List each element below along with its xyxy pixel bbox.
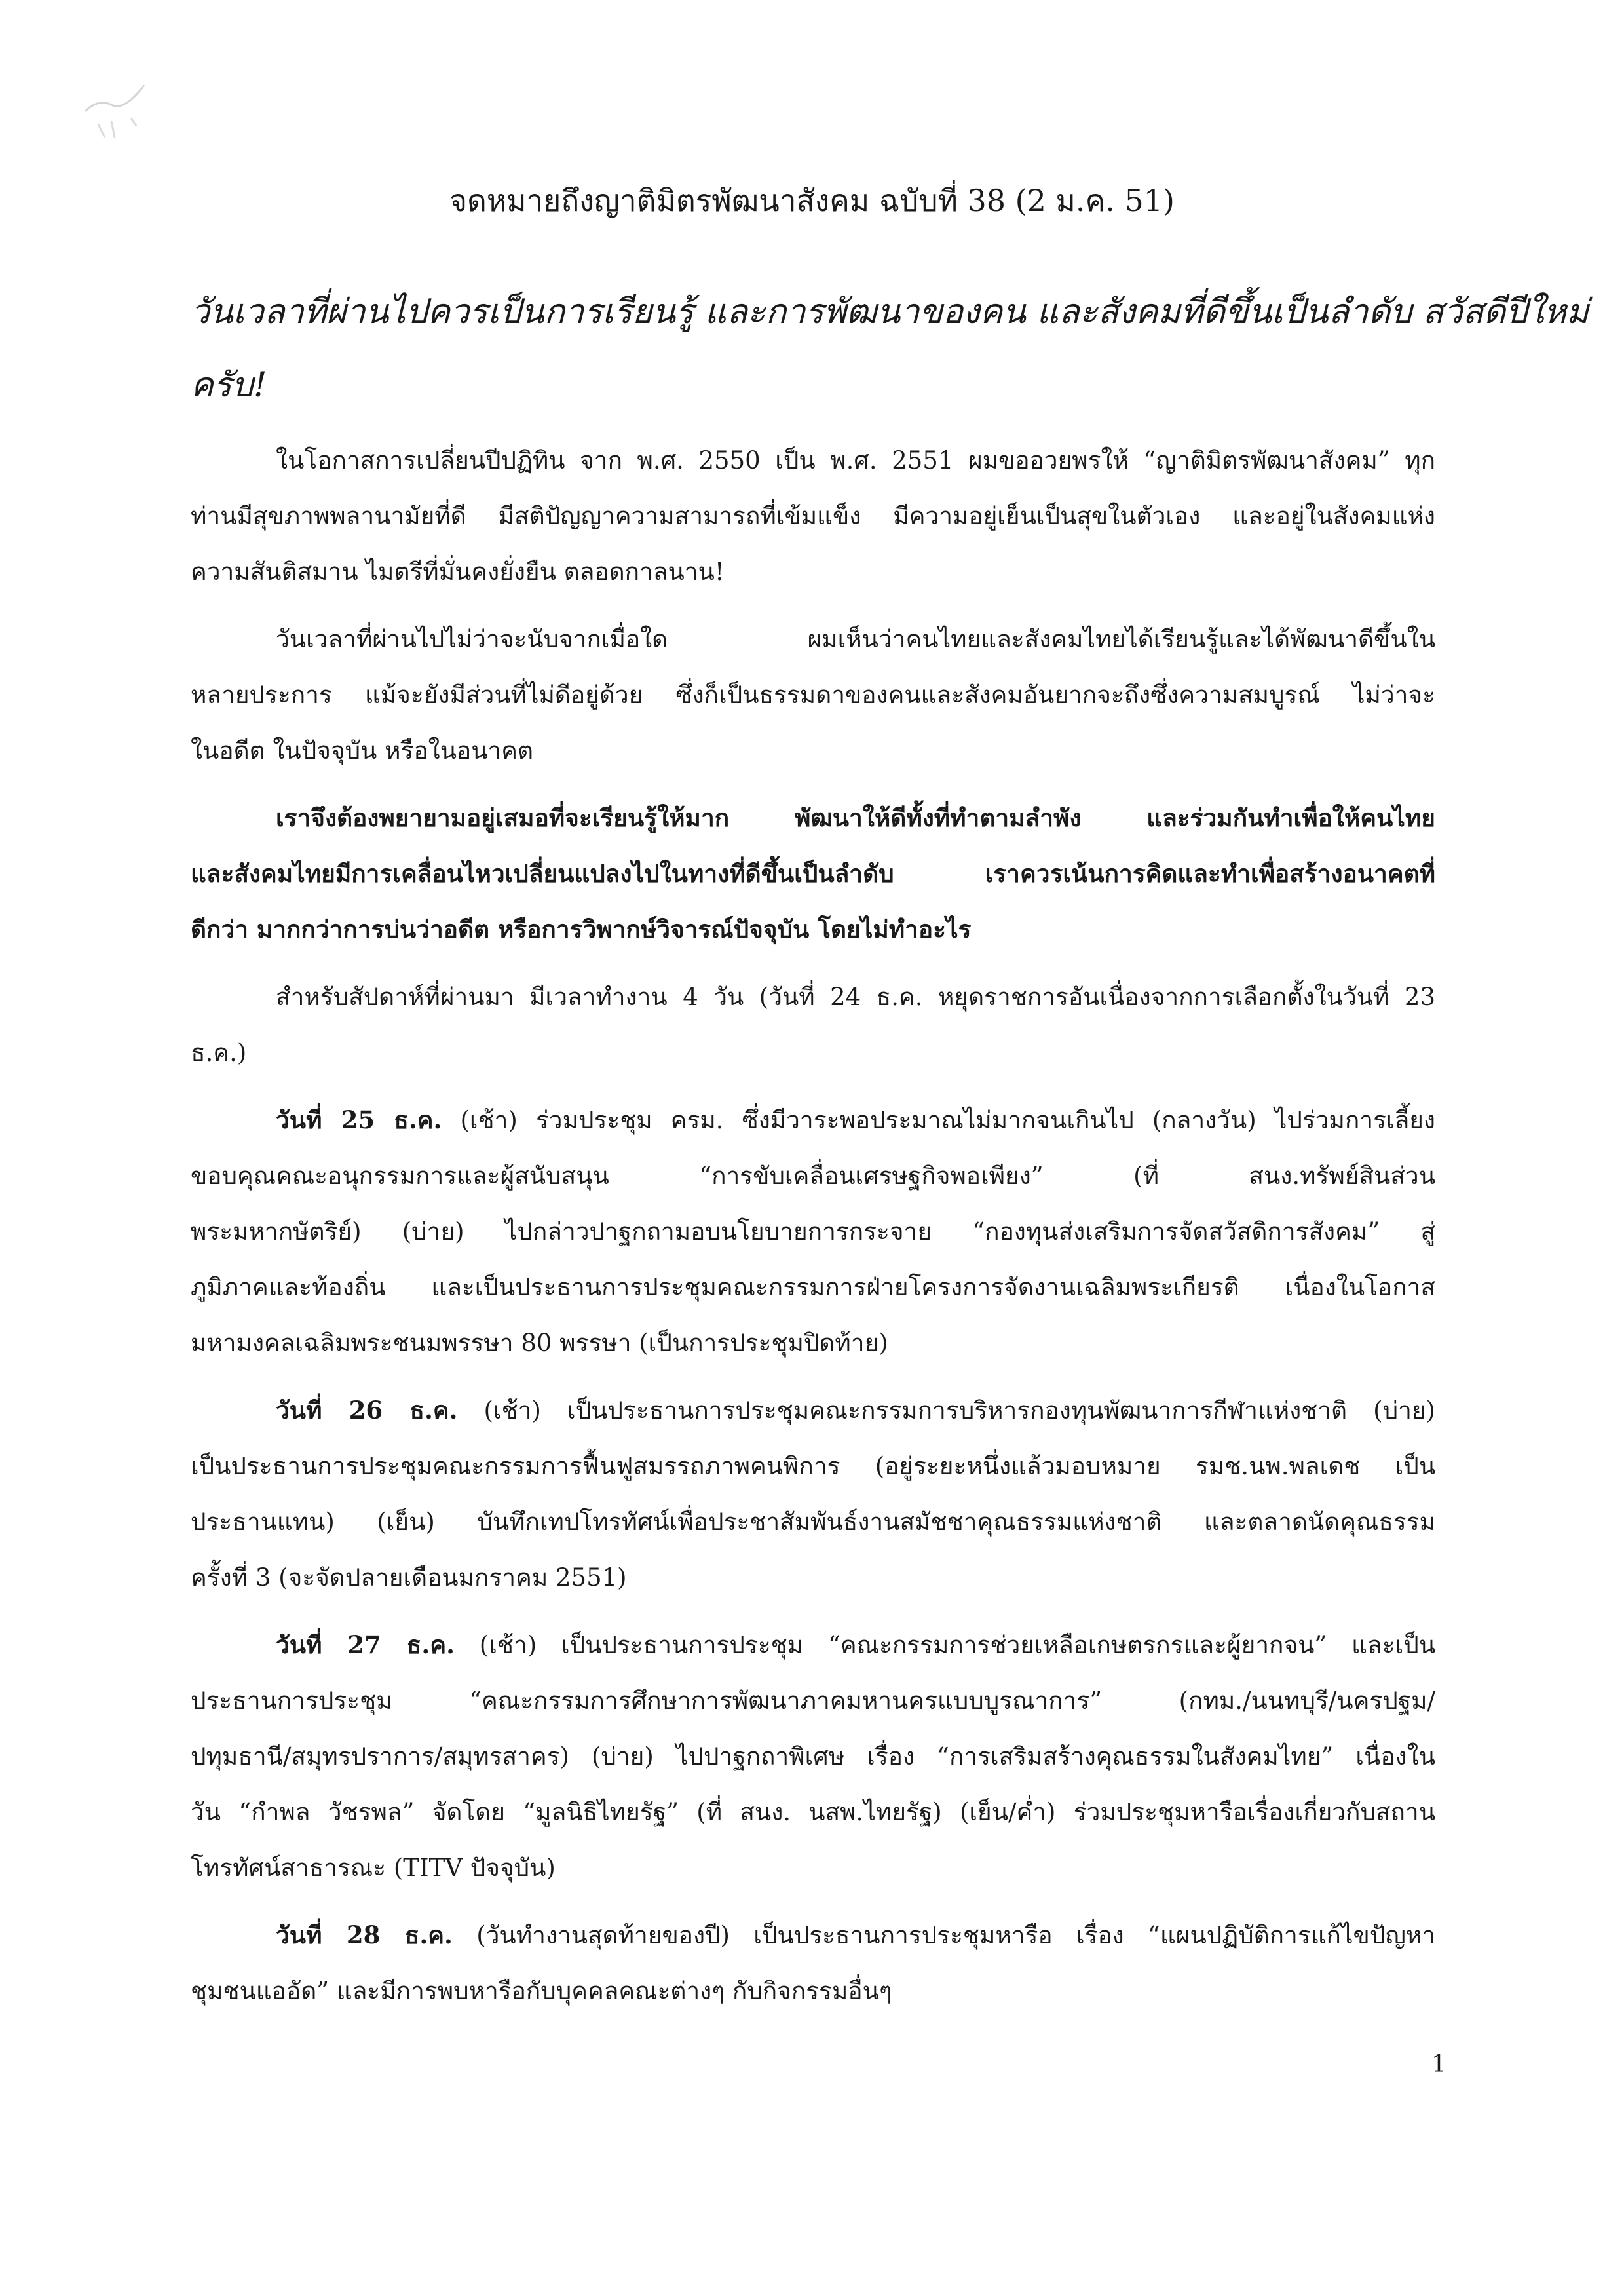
line-text: (เช้า) เป็นประธานการประชุม “คณะกรรมการช่วยเหลือเกษตรกรและผู้ยากจน” และเป็น — [454, 1631, 1435, 1659]
paragraph-line: และสังคมไทยมีการเคลื่อนไหวเปลี่ยนแปลงไปในทางที่ดีขึ้นเป็นลำดับ เราควรเน้นการคิดและทำเพื่อสร้างอนาคตที่ — [191, 859, 1435, 888]
logo-mark — [72, 72, 157, 144]
paragraph — [191, 1092, 1435, 1371]
paragraph-line: ประธานแทน) (เย็น) บันทึกเทปโทรทัศน์เพื่อประชาสัมพันธ์งานสมัชชาคุณธรรมแห่งชาติ และตลาดนัดคุณธรรม — [191, 1508, 1435, 1536]
paragraph-line: ในอดีต ในปัจจุบัน หรือในอนาคต — [191, 737, 534, 765]
paragraph-line: ความสันติสมาน ไมตรีที่มั่นคงยั่งยืน ตลอดกาลนาน! — [191, 558, 725, 586]
paragraph — [191, 969, 1435, 1081]
date-lead: วันที่ 25 ธ.ค. — [276, 1105, 442, 1134]
headline-line: ครับ! — [191, 366, 267, 405]
paragraph — [191, 1617, 1435, 1896]
headline-line: วันเวลาที่ผ่านไปควรเป็นการเรียนรู้ และการพัฒนาของคน และสังคมที่ดีขึ้นเป็นลำดับ สวัสดีปีใหม่ — [191, 292, 1589, 332]
letter-body — [191, 432, 1435, 2031]
paragraph-line — [191, 1092, 1435, 1148]
paragraph-line: เป็นประธานการประชุมคณะกรรมการฟื้นฟูสมรรถภาพคนพิการ (อยู่ระยะหนึ่งแล้วมอบหมาย รมช.นพ.พลเดช เป็น — [191, 1452, 1435, 1480]
headline — [191, 275, 1589, 422]
paragraph-line: วันเวลาที่ผ่านไปไม่ว่าจะนับจากเมื่อใด ผมเห็นว่าคนไทยและสังคมไทยได้เรียนรู้และได้พัฒนาดีขึ้นใน — [276, 625, 1435, 653]
paragraph — [191, 1907, 1435, 2019]
date-lead: วันที่ 27 ธ.ค. — [276, 1630, 455, 1659]
paragraph-line: ปทุมธานี/สมุทรปราการ/สมุทรสาคร) (บ่าย) ไปปาฐกถาพิเศษ เรื่อง “การเสริมสร้างคุณธรรมในสังคมไทย” เนื่องใน — [191, 1742, 1435, 1770]
paragraph-line — [191, 1617, 1435, 1673]
paragraph — [191, 432, 1435, 600]
paragraph-line: หลายประการ แม้จะยังมีส่วนที่ไม่ดีอยู่ด้วย ซึ่งก็เป็นธรรมดาของคนและสังคมอันยากจะถึงซึ่งความสมบูรณ์ ไม่ว่าจะ — [191, 681, 1435, 709]
paragraph-line: วัน “กำพล วัชรพล” จัดโดย “มูลนิธิไทยรัฐ” (ที่ สนง. นสพ.ไทยรัฐ) (เย็น/ค่ำ) ร่วมประชุมหารือเรื่องเกี่ยวกับสถาน — [191, 1798, 1435, 1826]
page-number: 1 — [1431, 2051, 1446, 2078]
paragraph-line: ขอบคุณคณะอนุกรรมการและผู้สนับสนุน “การขับเคลื่อนเศรษฐกิจพอเพียง” (ที่ สนง.ทรัพย์สินส่วน — [191, 1162, 1435, 1190]
paragraph-line: สำหรับสัปดาห์ที่ผ่านมา มีเวลาทำงาน 4 วัน (วันที่ 24 ธ.ค. หยุดราชการอันเนื่องจากการเลือกตั้งในวันที่ 23 — [276, 983, 1435, 1011]
date-lead: วันที่ 28 ธ.ค. — [276, 1921, 453, 1949]
paragraph-line: มหามงคลเฉลิมพระชนมพรรษา 80 พรรษา (เป็นการประชุมปิดท้าย) — [191, 1329, 888, 1357]
paragraph-line — [191, 1383, 1435, 1438]
paragraph — [191, 1383, 1435, 1605]
paragraph — [191, 611, 1435, 778]
paragraph-line: เราจึงต้องพยายามอยู่เสมอที่จะเรียนรู้ให้มาก พัฒนาให้ดีทั้งที่ทำตามลำพัง และร่วมกันทำเพื่อให้คนไทย — [276, 803, 1435, 832]
date-lead: วันที่ 26 ธ.ค. — [276, 1396, 458, 1425]
paragraph-line: ชุมชนแออัด” และมีการพบหารือกับบุคคลคณะต่างๆ กับกิจกรรมอื่นๆ — [191, 1977, 892, 2005]
paragraph-line: โทรทัศน์สาธารณะ (TITV ปัจจุบัน) — [191, 1854, 556, 1882]
paragraph-line: พระมหากษัตริย์) (บ่าย) ไปกล่าวปาฐกถามอบนโยบายการกระจาย “กองทุนส่งเสริมการจัดสวัสดิการสังคม” สู่ — [191, 1217, 1435, 1246]
line-text: (เช้า) ร่วมประชุม ครม. ซึ่งมีวาระพอประมาณไม่มากจนเกินไป (กลางวัน) ไปร่วมการเลี้ยง — [442, 1106, 1435, 1134]
line-text: (เช้า) เป็นประธานการประชุมคณะกรรมการบริหารกองทุนพัฒนาการกีฬาแห่งชาติ (บ่าย) — [457, 1396, 1435, 1425]
paragraph-line: ครั้งที่ 3 (จะจัดปลายเดือนมกราคม 2551) — [191, 1563, 627, 1592]
paragraph-line: ภูมิภาคและท้องถิ่น และเป็นประธานการประชุมคณะกรรมการฝ่ายโครงการจัดงานเฉลิมพระเกียรติ เนื่องในโอกาส — [191, 1273, 1435, 1301]
paragraph — [191, 790, 1435, 957]
paragraph-line: ในโอกาสการเปลี่ยนปีปฏิทิน จาก พ.ศ. 2550 เป็น พ.ศ. 2551 ผมขออวยพรให้ “ญาติมิตรพัฒนาสังคม” ทุก — [276, 446, 1435, 474]
paragraph-line: ดีกว่า มากกว่าการบ่นว่าอดีต หรือการวิพากษ์วิจารณ์ปัจจุบัน โดยไม่ทำอะไร — [191, 915, 972, 944]
paragraph-line: ประธานการประชุม “คณะกรรมการศึกษาการพัฒนาภาคมหานครแบบบูรณาการ” (กทม./นนทบุรี/นครปฐม/ — [191, 1687, 1435, 1715]
paragraph-line — [191, 1907, 1435, 1963]
paragraph-line: ท่านมีสุขภาพพลานามัยที่ดี มีสติปัญญาความสามารถที่เข้มแข็ง มีความอยู่เย็นเป็นสุขในตัวเอง และอยู่ในสังคมแห่ง — [191, 502, 1435, 530]
document-title: จดหมายถึงญาติมิตรพัฒนาสังคม ฉบับที่ 38 (2 ม.ค. 51) — [449, 183, 1175, 218]
line-text: (วันทำงานสุดท้ายของปี) เป็นประธานการประชุมหารือ เรื่อง “แผนปฏิบัติการแก้ไขปัญหา — [452, 1921, 1436, 1949]
paragraph-line: ธ.ค.) — [191, 1039, 247, 1067]
